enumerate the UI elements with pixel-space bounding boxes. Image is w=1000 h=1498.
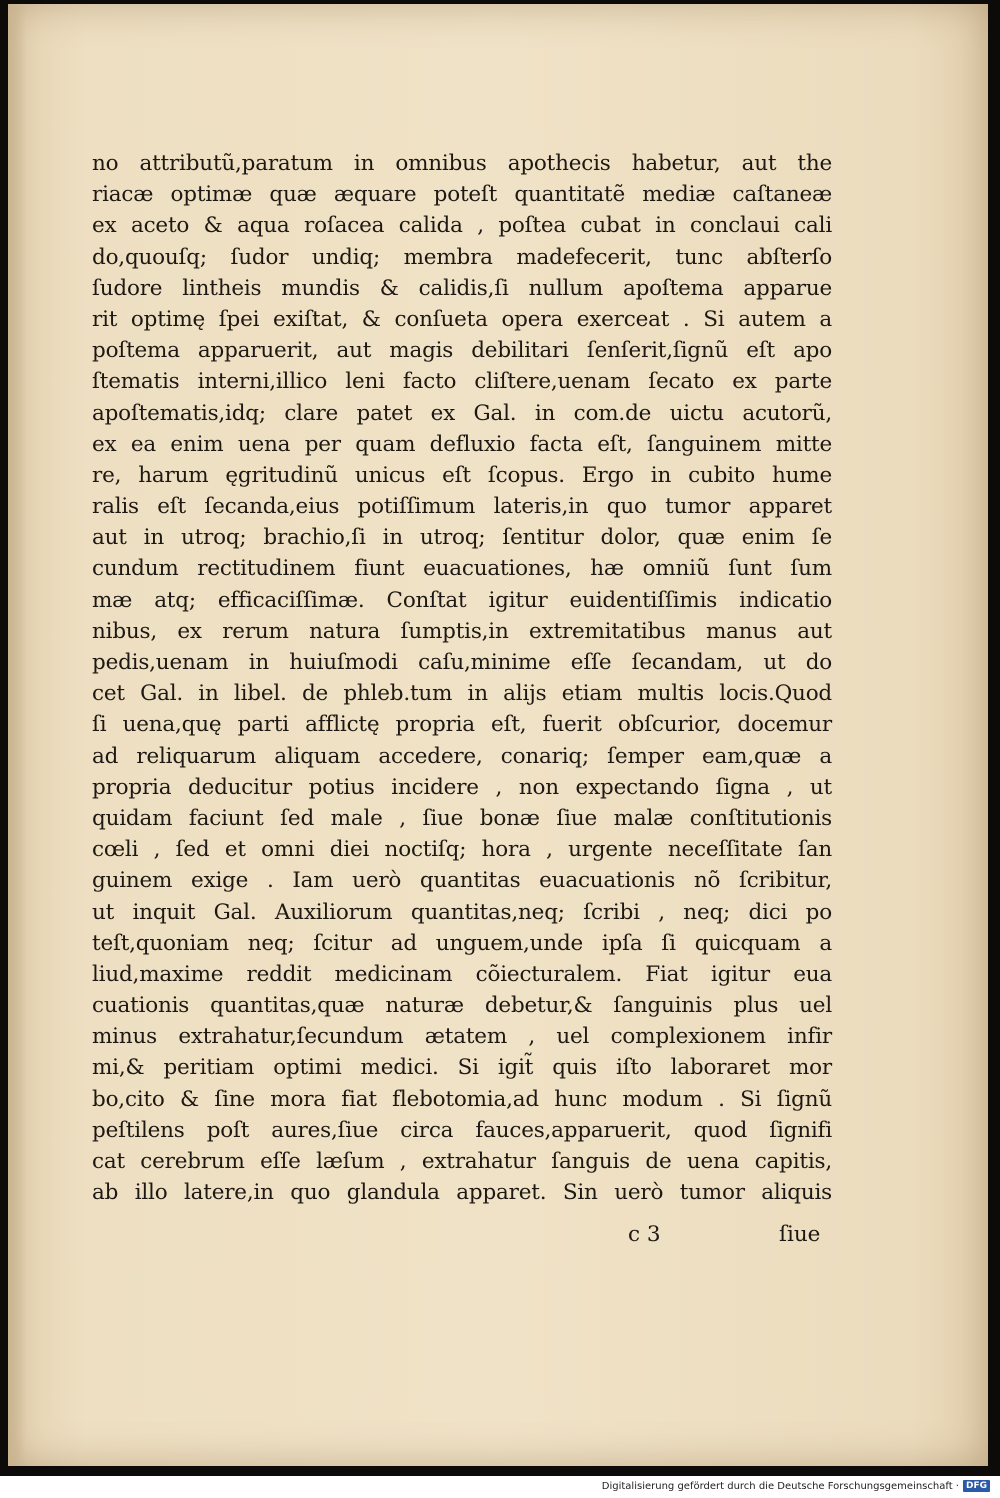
text-line: re, harum ęgritudinũ unicus eſt ſcopus. Ergo in cubito hume [92, 462, 832, 488]
text-line: ſudore lintheis mundis & calidis,ſi nullum apoſtema apparue [92, 275, 832, 301]
text-line: ex ea enim uena per quam defluxio facta eſt, ſanguinem mitte [92, 431, 832, 457]
text-line: nibus, ex rerum natura ſumptis,in extremitatibus manus aut [92, 618, 832, 644]
text-line: mæ atq; efficaciſſimæ. Conſtat igitur euidentiſſimis indicatio [92, 587, 832, 613]
text-line: ut inquit Gal. Auxiliorum quantitas,neq; ſcribi , neq; dici po [92, 899, 832, 925]
text-line: liud,maxime reddit medicinam cõiecturalem. Fiat igitur eua [92, 961, 832, 987]
text-line: poſtema apparuerit, aut magis debilitari ſenſerit,ſignũ eſt apo [92, 338, 832, 364]
text-line: peſtilens poſt aures,ſiue circa fauces,apparuerit, quod ſignifi [92, 1117, 832, 1143]
page-gutter-shadow [8, 4, 26, 1466]
text-line: cundum rectitudinem fiunt euacuationes, hæ omniũ ſunt ſum [92, 556, 832, 582]
text-line: ad reliquarum aliquam accedere, conariq; ſemper eam,quæ a [92, 743, 832, 769]
catchword: ſiue [779, 1222, 821, 1247]
text-line: quidam faciunt ſed male , ſiue bonæ ſiue malæ conſtitutionis [92, 805, 832, 831]
text-line: no attributũ,paratum in omnibus apothecis habetur, aut the [92, 151, 832, 176]
text-line: ſtematis interni,illico leni facto cliſtere,uenam ſecato ex parte [92, 369, 832, 395]
body-text [92, 148, 832, 1208]
text-line: cuationis quantitas,quæ naturæ debetur,& ſanguinis plus uel [92, 993, 832, 1019]
text-line: rit optimę ſpei exiſtat, & conſueta opera exerceat . Si autem a [92, 306, 832, 332]
text-line: pedis,uenam in huiuſmodi caſu,minime eſſe ſecandam, ut do [92, 650, 832, 675]
text-line: ab illo latere,in quo glandula apparet. Sin uerò tumor aliquis [92, 1180, 832, 1206]
text-line: ralis eſt ſecanda,eius potiſſimum lateris,in quo tumor apparet [92, 494, 832, 520]
text-line: do,quouſq; ſudor undiq; membra madefecerit, tunc abſterſo [92, 244, 832, 270]
text-line: cœli , ſed et omni diei noctiſq; hora , urgente neceſſitate ſan [92, 837, 832, 863]
text-line: guinem exige . Iam uerò quantitas euacuationis nõ ſcribitur, [92, 868, 832, 894]
text-line: cat cerebrum eſſe læſum , extrahatur ſanguis de uena capitis, [92, 1149, 832, 1174]
footer-text: Digitalisierung gefördert durch die Deutsche Forschungsgemeinschaft · [601, 1480, 959, 1492]
dfg-logo: DFG [963, 1480, 990, 1492]
text-line: minus extrahatur,ſecundum ætatem , uel complexionem infir [92, 1024, 832, 1050]
text-line: cet Gal. in libel. de phleb.tum in alijs etiam multis locis.Quod [92, 681, 832, 707]
text-line: aut in utroq; brachio,ſi in utroq; ſentitur dolor, quæ enim ſe [92, 525, 832, 551]
signature-mark: c 3 [628, 1222, 661, 1247]
text-line: riacæ optimæ quæ æquare poteſt quantitatẽ mediæ caſtaneæ [92, 182, 832, 208]
text-line: teſt,quoniam neq; ſcitur ad unguem,unde ipſa ſi quicquam a [92, 930, 832, 956]
text-line: ex aceto & aqua roſacea calida , poſtea cubat in conclaui cali [92, 213, 832, 239]
text-line: propria deducitur potius incidere , non expectando ſigna , ut [92, 774, 832, 800]
text-line: bo,cito & ſine mora fiat flebotomia,ad hunc modum . Si ſignũ [92, 1086, 832, 1112]
text-line: ſi uena,quę parti afflictę propria eſt, fuerit obſcurior, docemur [92, 712, 832, 738]
text-line: apoſtematis,idq; clare patet ex Gal. in com.de uictu acutorũ, [92, 400, 832, 426]
digitization-footer [602, 1480, 990, 1492]
text-line: mi,& peritiam optimi medici. Si igit̃ quis iſto laboraret mor [92, 1055, 832, 1081]
